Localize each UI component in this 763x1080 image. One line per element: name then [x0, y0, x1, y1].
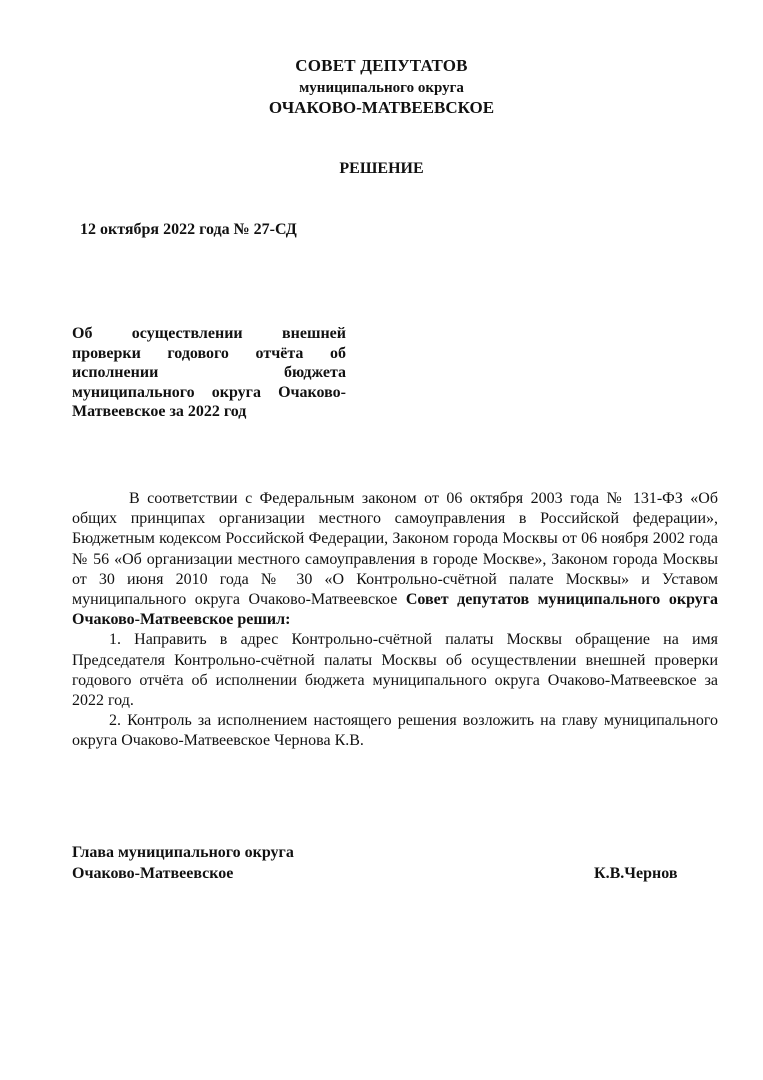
- preamble-resolution-text: Совет депутатов муниципального округа Очаково-Матвеевское решил:: [72, 591, 719, 629]
- decision-item-2: 2. Контроль за исполнением настоящего решения возложить на главу муниципального округа Очаково-Матвеевское Чернова К.В.: [72, 712, 718, 750]
- preamble-text: В соответствии с Федеральным законом от 06 октября 2003 года № 131-ФЗ «Об общих принципах организации местного самоуправления в Российской федерации», Бюджетным кодексом Российской Федерации, Законом города Москвы от 06 ноября 2002 года № 56 «Об организации местного самоуправления в городе Москве», Законом города Москвы от 30 июня 2010 года № 30 «О Контрольно-счётной палате Москвы» и Уставом муниципального округа Очаково-Матвеевское: [72, 490, 718, 609]
- district-label: муниципального округа: [299, 80, 464, 96]
- signatory-title-line2: Очаково-Матвеевское: [72, 865, 234, 882]
- decision-body: [72, 489, 718, 752]
- council-name: СОВЕТ ДЕПУТАТОВ: [295, 56, 468, 75]
- decision-item-1: 1. Направить в адрес Контрольно-счётной палаты Москвы обращение на имя Председателя Контрольно-счётной палаты Москвы об осуществлении внешней проверки годового отчёта об исполнении бюджета муниципального округа Очаково-Матвеевское за 2022 год.: [72, 631, 718, 710]
- date-and-number: 12 октября 2022 года № 27-СД: [80, 221, 297, 238]
- decision-subject: Об осуществлении внешней проверки годового отчёта об исполнении бюджета муниципального округа Очаково-Матвеевское за 2022 год: [72, 325, 346, 421]
- signatory-title-line1: Глава муниципального округа: [72, 844, 294, 861]
- signatory-title: [72, 842, 294, 884]
- preamble-paragraph: [72, 489, 718, 630]
- document-type-title: РЕШЕНИЕ: [339, 160, 424, 177]
- district-name: ОЧАКОВО-МАТВЕЕВСКОЕ: [268, 98, 495, 117]
- signatory-name: К.В.Чернов: [594, 865, 678, 882]
